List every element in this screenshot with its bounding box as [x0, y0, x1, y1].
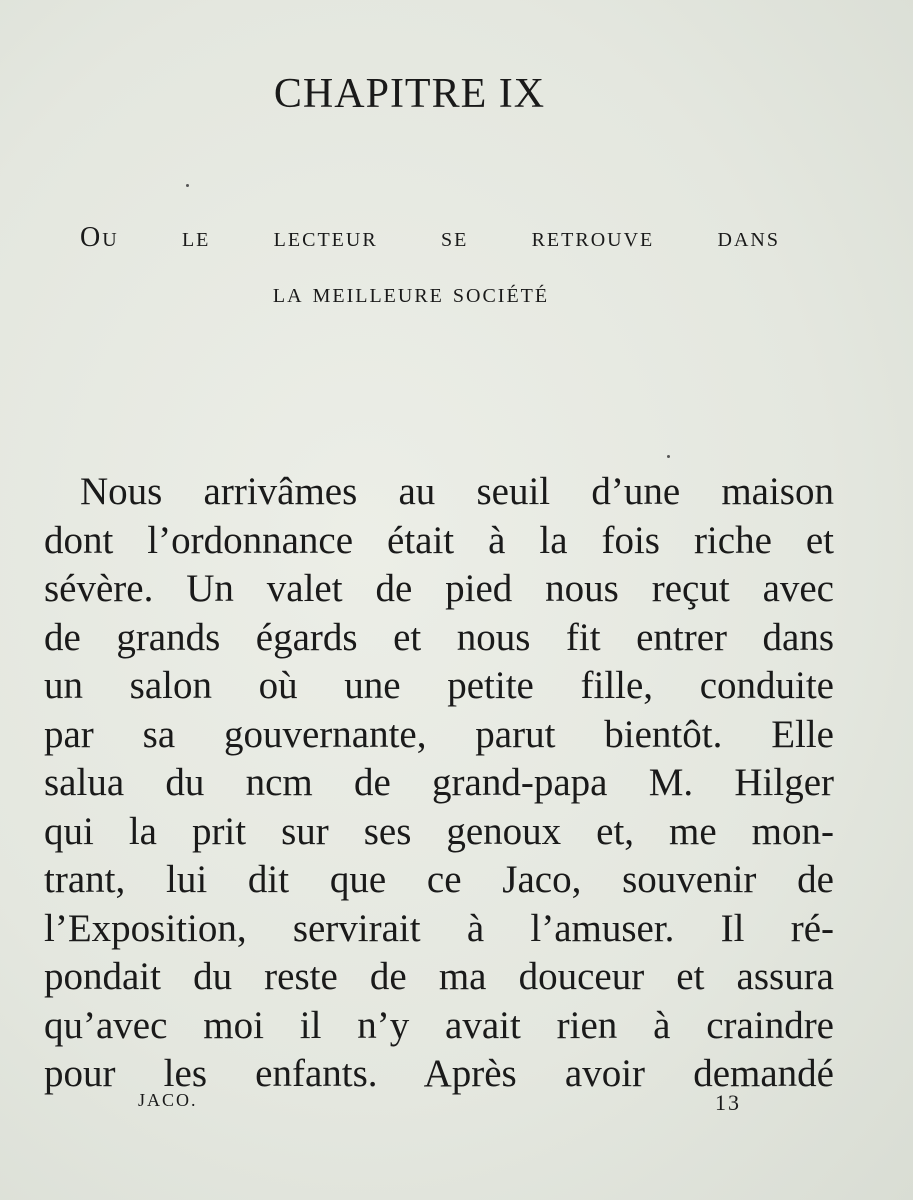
paper-speck	[667, 455, 670, 458]
signature-mark: JACO.	[138, 1090, 198, 1110]
text-line: qu’avec moi il n’y avait rien à craindre	[44, 1003, 834, 1047]
chapter-title	[0, 70, 913, 118]
text-line: Nous arrivâmes au seuil d’une maison	[80, 470, 834, 513]
text-line: l’Exposition, servirait à l’amuser. Il ré-	[44, 906, 834, 950]
subtitle-line: la meilleure société	[272, 278, 550, 309]
text-line: pour les enfants. Après avoir demandé	[44, 1052, 834, 1095]
chapter-subtitle	[80, 210, 780, 322]
text-line: de grands égards et nous fit entrer dans	[44, 615, 834, 659]
text-line: par sa gouvernante, parut bientôt. Elle	[44, 712, 834, 756]
text-line: sévère. Un valet de pied nous reçut avec	[44, 567, 834, 610]
paper-speck	[186, 184, 189, 187]
chapter-title-text: CHAPITRE IX	[273, 71, 546, 117]
page-number: 13	[715, 1090, 741, 1115]
text-line: un salon où une petite fille, conduite	[44, 664, 834, 707]
text-line: trant, lui dit que ce Jaco, souvenir de	[44, 858, 834, 901]
body-paragraph	[44, 468, 834, 1099]
text-line: dont l’ordonnance était à la fois riche et	[44, 518, 834, 562]
text-line: qui la prit sur ses genoux et, me mon-	[44, 809, 834, 853]
text-line: salua du ncm de grand-papa M. Hilger	[44, 761, 834, 804]
text-line: pondait du reste de ma douceur et assura	[44, 955, 834, 998]
subtitle-line: Ou le lecteur se retrouve dans	[80, 222, 780, 253]
